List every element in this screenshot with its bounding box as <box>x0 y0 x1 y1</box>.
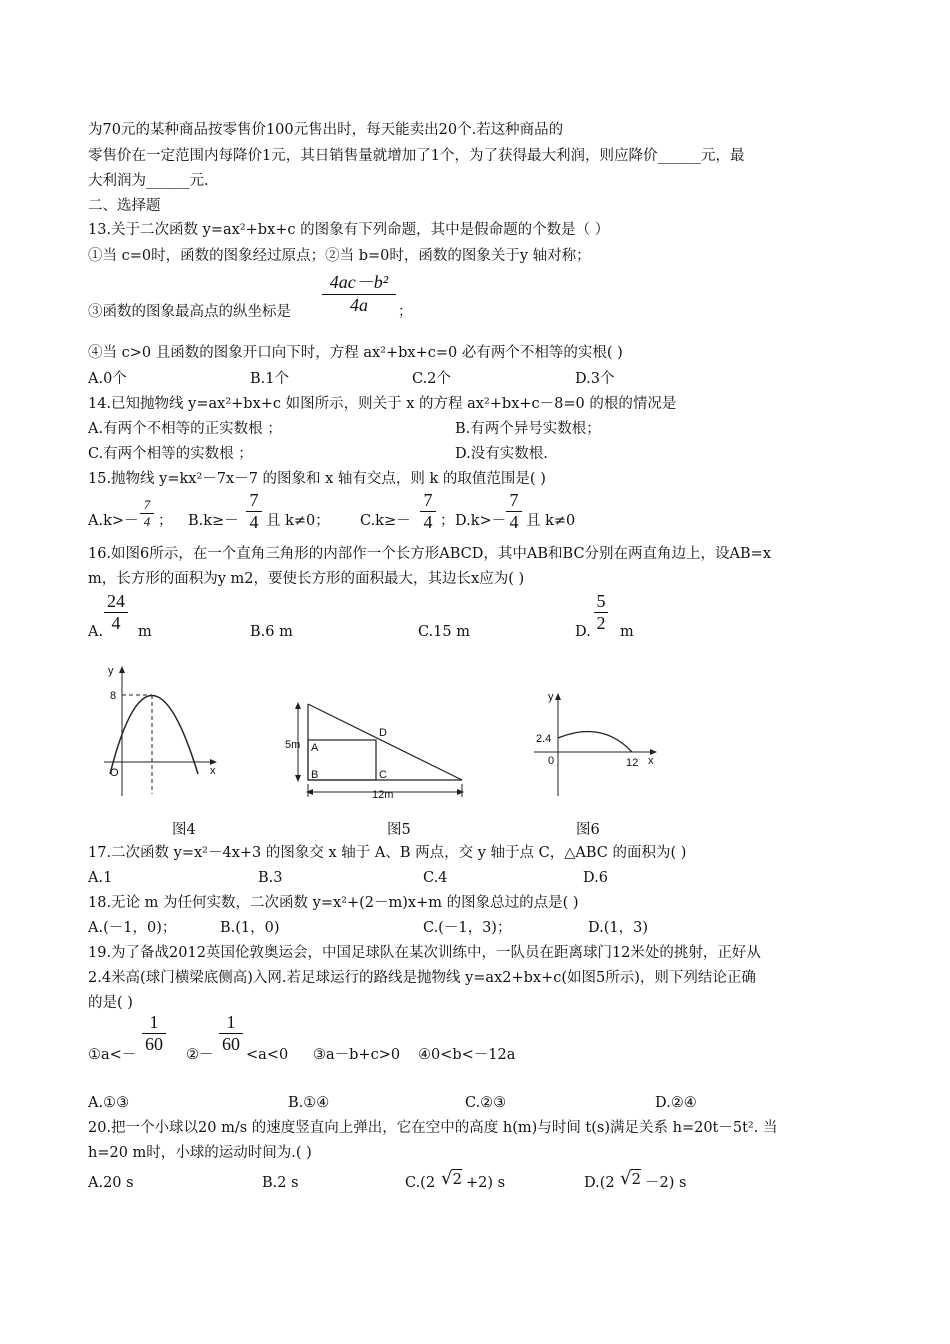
q19-statement-4: ④0<b<－12a <box>418 1047 516 1063</box>
figure-6-ball-trajectory <box>532 688 664 800</box>
fig5-point-a: A <box>311 742 319 754</box>
fig6-distance-value: 12 <box>626 757 639 769</box>
section-heading: 二、选择题 <box>88 198 161 214</box>
fig5-height-label: 5m <box>285 739 301 751</box>
q14-stem: 14.已知抛物线 y=ax²+bx+c 如图所示，则关于 x 的方程 ax²+bx+c－8=0 的根的情况是 <box>88 396 677 412</box>
q16-stem: 16.如图6所示，在一个直角三角形的内部作一个长方形ABCD，其中AB和BC分别在两直角边上，设AB=x <box>88 546 771 562</box>
figure-4-parabola <box>100 662 220 802</box>
q13-option-b: B.1个 <box>250 371 289 387</box>
q13-option-d: D.3个 <box>575 371 615 387</box>
q12-line3: 大利润为______元. <box>88 173 209 189</box>
fraction-numerator: 4ac－b² <box>329 272 389 292</box>
q20-option-d-end: －2) s <box>645 1175 687 1191</box>
q19-statement-3: ③a－b+c>0 <box>313 1047 401 1063</box>
q16-stem-2: m，长方形的面积为y m2，要使长方形的面积最大，其边长x应为( ) <box>88 571 525 587</box>
q16-option-d-unit: m <box>620 624 634 640</box>
q16-option-c: C.15 m <box>418 624 470 640</box>
q17-option-b: B.3 <box>258 870 283 886</box>
q17-stem: 17.二次函数 y=x²－4x+3 的图象交 x 轴于 A、B 两点，交 y 轴于点 C，△ABC 的面积为( ) <box>88 845 687 861</box>
q13-statement-1-2: ①当 c=0时，函数的图象经过原点；②当 b=0时，函数的图象关于y 轴对称； <box>88 248 591 264</box>
q14-option-a: A.有两个不相等的正实数根 ； <box>88 421 282 437</box>
q20-stem-2: h=20 m时，小球的运动时间为.( ) <box>88 1145 312 1161</box>
q13-option-c: C.2个 <box>412 371 451 387</box>
figure-5-triangle-rectangle <box>282 698 472 800</box>
fig6-origin: 0 <box>548 755 555 767</box>
q20-option-c: C.(2 <box>405 1175 436 1191</box>
figure-5-caption: 图5 <box>387 822 411 838</box>
fraction-denominator: 4a <box>350 295 368 315</box>
figure-6-caption: 图6 <box>576 822 600 838</box>
fig4-x-label: x <box>210 765 216 777</box>
fig6-y-label: y <box>548 691 554 703</box>
q20-stem: 20.把一个小球以20 m/s 的速度竖直向上弹出，它在空中的高度 h(m)与时间 t(s)满足关系 h=20t－5t². 当 <box>88 1120 778 1136</box>
fraction-4ac-b2-over-4a <box>322 268 396 316</box>
q13-stem: 13.关于二次函数 y=ax²+bx+c 的图象有下列命题，其中是假命题的个数是（ ） <box>88 222 610 238</box>
fraction-5-over-2: 5 2 <box>594 591 608 634</box>
q15-option-c-end: ； <box>440 513 455 529</box>
q15-option-b: B.k≥－ <box>188 513 239 529</box>
q17-option-d: D.6 <box>583 870 608 886</box>
q20-option-d: D.(2 <box>584 1175 615 1191</box>
fig6-height-value: 2.4 <box>536 733 552 745</box>
q18-option-c: C.(－1，3)； <box>423 920 512 936</box>
fig5-point-b: B <box>311 769 319 781</box>
q13-statement-3-end: ； <box>398 304 413 320</box>
fraction-1-over-60-a: 1 60 <box>142 1012 166 1055</box>
q14-option-c: C.有两个相等的实数根 ； <box>88 446 253 462</box>
q19-stem-2: 2.4米高(球门横梁底侧高)入网.若足球运行的路线是抛物线 y=ax2+bx+c(如图5所示)，则下列结论正确 <box>88 970 756 986</box>
q15-option-d: D.k>－ <box>455 513 507 529</box>
q16-option-d: D. <box>575 624 591 640</box>
q16-option-a: A. <box>88 624 104 640</box>
fraction-7-over-4-d: 7 4 <box>506 490 522 533</box>
q19-statement-2-end: <a<0 <box>246 1047 289 1063</box>
q20-option-b: B.2 s <box>262 1175 299 1191</box>
fig6-x-label: x <box>648 755 654 767</box>
q20-option-c-end: +2) s <box>466 1175 506 1191</box>
q15-option-b-end: 且 k≠0； <box>266 513 330 529</box>
fig4-vertex-value: 8 <box>110 690 117 702</box>
q18-option-d: D.(1，3) <box>588 920 648 936</box>
q15-option-c: C.k≥－ <box>360 513 411 529</box>
q19-statement-1: ①a<－ <box>88 1047 137 1063</box>
q16-option-b: B.6 m <box>250 624 293 640</box>
fig5-point-d: D <box>379 727 387 739</box>
q18-stem: 18.无论 m 为任何实数，二次函数 y=x²+(2－m)x+m 的图象总过的点是( ) <box>88 895 579 911</box>
q15-option-a-end: ； <box>158 513 173 529</box>
fraction-7-over-4-a: 7 4 <box>140 497 154 530</box>
q12-line2: 零售价在一定范围内每降价1元，其日销售量就增加了1个，为了获得最大利润，则应降价______元，最 <box>88 148 745 164</box>
q19-option-b: B.①④ <box>288 1095 330 1111</box>
q19-stem-3: 的是( ) <box>88 995 133 1011</box>
q12-line1: 为70元的某种商品按零售价100元售出时，每天能卖出20个.若这种商品的 <box>88 122 564 138</box>
fig4-y-label: y <box>108 665 114 677</box>
q20-option-a: A.20 s <box>88 1175 134 1191</box>
fraction-7-over-4-b: 7 4 <box>246 490 262 533</box>
q19-option-c: C.②③ <box>465 1095 507 1111</box>
q15-option-d-end: 且 k≠0 <box>526 513 576 529</box>
fig5-width-label: 12m <box>372 789 394 800</box>
q14-option-d: D.没有实数根. <box>455 446 548 462</box>
fraction-24-over-4: 24 4 <box>104 591 128 634</box>
q19-option-d: D.②④ <box>655 1095 697 1111</box>
q15-option-a: A.k>－ <box>88 513 139 529</box>
q15-stem: 15.抛物线 y=kx²－7x－7 的图象和 x 轴有交点，则 k 的取值范围是( ) <box>88 471 546 487</box>
sqrt-symbol-c: √2 <box>441 1168 463 1189</box>
q13-statement-3: ③函数的图象最高点的纵坐标是 <box>88 304 291 320</box>
q18-option-b: B.(1，0) <box>220 920 280 936</box>
q13-option-a: A.0个 <box>88 371 127 387</box>
figure-4-caption: 图4 <box>172 822 196 838</box>
q17-option-c: C.4 <box>423 870 448 886</box>
fraction-7-over-4-c: 7 4 <box>420 490 436 533</box>
sqrt-symbol-d: √2 <box>620 1168 642 1189</box>
q14-option-b: B.有两个异号实数根； <box>455 421 601 437</box>
q19-stem: 19.为了备战2012英国伦敦奥运会，中国足球队在某次训练中，一队员在距离球门12米处的挑射，正好从 <box>88 945 761 961</box>
fig4-origin: O <box>110 767 119 779</box>
fraction-1-over-60-b: 1 60 <box>219 1012 243 1055</box>
fig5-point-c: C <box>379 769 387 781</box>
q19-option-a: A.①③ <box>88 1095 130 1111</box>
q18-option-a: A.(－1，0)； <box>88 920 177 936</box>
q17-option-a: A.1 <box>88 870 113 886</box>
q19-statement-2: ②－ <box>186 1047 214 1063</box>
q16-option-a-unit: m <box>138 624 152 640</box>
q13-statement-4: ④当 c>0 且函数的图象开口向下时，方程 ax²+bx+c=0 必有两个不相等的实根( ) <box>88 345 623 361</box>
